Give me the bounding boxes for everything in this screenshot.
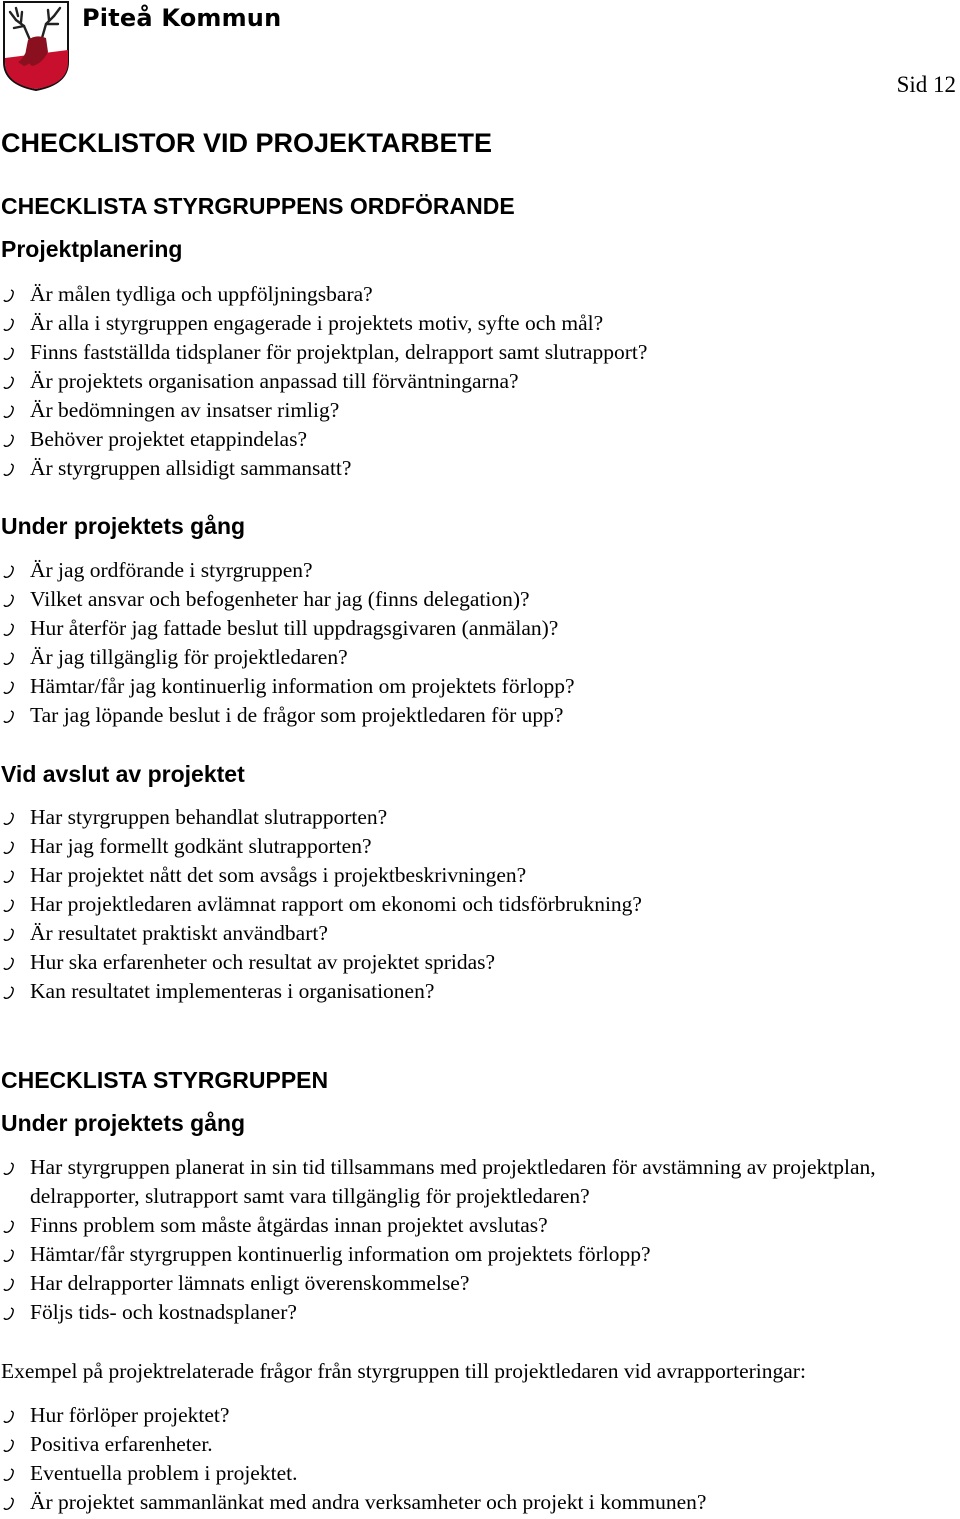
checkmark-icon — [2, 622, 16, 638]
checklist-examples — [0, 1401, 930, 1517]
checkmark-icon — [2, 564, 16, 580]
checkmark-icon — [2, 593, 16, 609]
list-item: Följs tids- och kostnadsplaner? — [0, 1298, 905, 1327]
list-item: Hur förlöper projektet? — [0, 1401, 930, 1430]
checklist-vid-avslut — [0, 803, 930, 1006]
list-item: Positiva erfarenheter. — [0, 1430, 930, 1459]
list-item: Har projektet nått det som avsågs i projektbeskrivningen? — [0, 861, 930, 890]
page-number: Sid 12 — [896, 72, 956, 97]
checkmark-icon — [2, 927, 16, 943]
checkmark-icon — [2, 288, 16, 304]
subheading-under-projektets-gang: Under projektets gång — [1, 513, 246, 539]
subheading-under-projektets-gang-2: Under projektets gång — [1, 1110, 246, 1136]
list-item: Kan resultatet implementeras i organisationen? — [0, 977, 930, 1006]
list-item: Är målen tydliga och uppföljningsbara? — [0, 280, 930, 309]
checkmark-icon — [2, 462, 16, 478]
checkmark-icon — [2, 317, 16, 333]
list-item: Har styrgruppen behandlat slutrapporten? — [0, 803, 930, 832]
checkmark-icon — [2, 898, 16, 914]
checkmark-icon — [2, 956, 16, 972]
list-item: Finns problem som måste åtgärdas innan projektet avslutas? — [0, 1211, 905, 1240]
list-item: Är styrgruppen allsidigt sammansatt? — [0, 454, 930, 483]
brand-name: Piteå Kommun — [82, 4, 282, 32]
list-item: Hur ska erfarenheter och resultat av projektet spridas? — [0, 948, 930, 977]
checkmark-icon — [2, 651, 16, 667]
checkmark-icon — [2, 1277, 16, 1293]
section-heading-styrgruppen: CHECKLISTA STYRGRUPPEN — [1, 1067, 329, 1093]
list-item: Är bedömningen av insatser rimlig? — [0, 396, 930, 425]
checkmark-icon — [2, 709, 16, 725]
list-item: Är jag ordförande i styrgruppen? — [0, 556, 930, 585]
example-intro: Exempel på projektrelaterade frågor från styrgruppen till projektledaren vid avrapporteringar: — [1, 1359, 806, 1383]
list-item: Tar jag löpande beslut i de frågor som projektledaren för upp? — [0, 701, 930, 730]
checklist-styrgruppen — [0, 1153, 905, 1327]
checkmark-icon — [2, 985, 16, 1001]
list-item: Finns fastställda tidsplaner för projektplan, delrapport samt slutrapport? — [0, 338, 930, 367]
checkmark-icon — [2, 375, 16, 391]
checkmark-icon — [2, 1219, 16, 1235]
list-item: Har delrapporter lämnats enligt överenskommelse? — [0, 1269, 905, 1298]
list-item: Är resultatet praktiskt användbart? — [0, 919, 930, 948]
pitea-kommun-logo — [2, 0, 70, 92]
checkmark-icon — [2, 1161, 16, 1177]
checkmark-icon — [2, 1438, 16, 1454]
checkmark-icon — [2, 1496, 16, 1512]
checkmark-icon — [2, 433, 16, 449]
subheading-vid-avslut: Vid avslut av projektet — [1, 761, 245, 787]
checklist-projektplanering — [0, 280, 930, 483]
list-item: Hämtar/får styrgruppen kontinuerlig information om projektets förlopp? — [0, 1240, 905, 1269]
checkmark-icon — [2, 404, 16, 420]
list-item: Hur återför jag fattade beslut till uppdragsgivaren (anmälan)? — [0, 614, 930, 643]
checkmark-icon — [2, 869, 16, 885]
checkmark-icon — [2, 1467, 16, 1483]
list-item: Har projektledaren avlämnat rapport om ekonomi och tidsförbrukning? — [0, 890, 930, 919]
checkmark-icon — [2, 346, 16, 362]
subheading-projektplanering: Projektplanering — [1, 236, 183, 262]
checkmark-icon — [2, 1409, 16, 1425]
list-item: Har styrgruppen planerat in sin tid tillsammans med projektledaren för avstämning av projektplan, delrapporter, slutrapport samt vara tillgänglig för projektledaren? — [0, 1153, 905, 1211]
list-item: Vilket ansvar och befogenheter har jag (finns delegation)? — [0, 585, 930, 614]
page-title: CHECKLISTOR VID PROJEKTARBETE — [1, 128, 493, 158]
checkmark-icon — [2, 680, 16, 696]
list-item: Behöver projektet etappindelas? — [0, 425, 930, 454]
list-item: Hämtar/får jag kontinuerlig information om projektets förlopp? — [0, 672, 930, 701]
list-item: Eventuella problem i projektet. — [0, 1459, 930, 1488]
checklist-under-projektets-gang — [0, 556, 930, 730]
checkmark-icon — [2, 1248, 16, 1264]
checkmark-icon — [2, 811, 16, 827]
checkmark-icon — [2, 1306, 16, 1322]
list-item: Är alla i styrgruppen engagerade i projektets motiv, syfte och mål? — [0, 309, 930, 338]
list-item: Är jag tillgänglig för projektledaren? — [0, 643, 930, 672]
list-item: Har jag formellt godkänt slutrapporten? — [0, 832, 930, 861]
list-item: Är projektets organisation anpassad till förväntningarna? — [0, 367, 930, 396]
checkmark-icon — [2, 840, 16, 856]
list-item: Är projektet sammanlänkat med andra verksamheter och projekt i kommunen? — [0, 1488, 930, 1517]
section-heading-ordforande: CHECKLISTA STYRGRUPPENS ORDFÖRANDE — [1, 193, 515, 219]
